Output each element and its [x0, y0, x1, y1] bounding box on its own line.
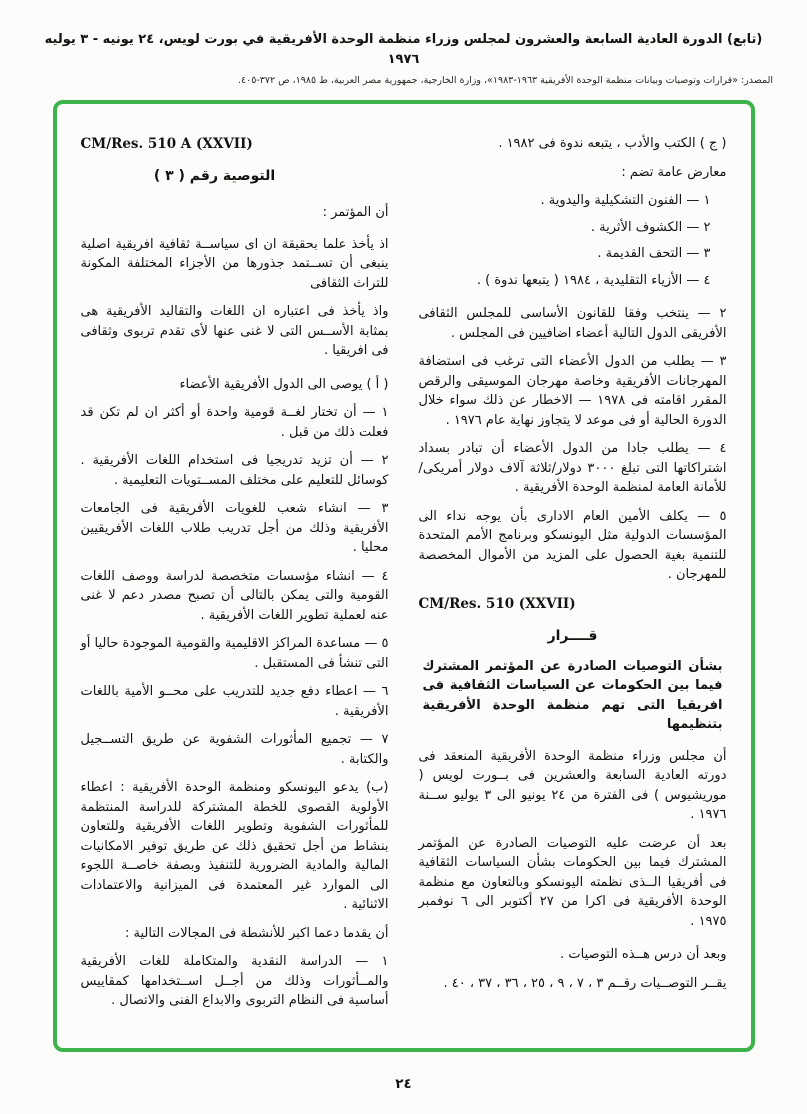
recommendation-item: ٥ — مساعدة المراكز الاقليمية والقومية الموجودة حاليا أو التى تنشأ فى المستقبل .: [80, 636, 389, 671]
resolution-title: قــــرار: [547, 627, 598, 644]
page-number: ٢٤: [395, 1076, 412, 1092]
header-title: (تابع) الدورة العادية السابعة والعشرون لمجلس وزراء منظمة الوحدة الأفريقية في بورت لويس، ٢٤ يونيه - ٣ يوليه ١٩٧٦: [44, 32, 763, 67]
clause-item: ٥ — يكلف الأمين العام الادارى بأن يوجه نداء الى المؤسسات الدولية مثل اليونسكو وبرنامج الأمم المتحدة للتنمية بغية الحصول على المزيد من الأموال المخصصة للمهرجان .: [418, 508, 727, 582]
recommendation-item: ٧ — تجميع المأثورات الشفوية عن طريق التســجيل والكتابة .: [80, 732, 389, 767]
resolution-subject: بشأن التوصيات الصادرة عن المؤتمر المشترك فيما بين الحكومات عن السياسات الثقافية فى افريقيا التى تهم منظمة الوحدة الأفريقية بتنظيمها: [422, 658, 723, 733]
page-header: [0, 0, 807, 86]
exhibit-list-item: ٤ — الأزياء التقليدية ، ١٩٨٤ ( يتبعها ندوة ) .: [476, 272, 711, 288]
resolution-body-paragraph: يقــر التوصــيات رقــم ٣ ، ٧ ، ٩ ، ٢٥ ، ٣٦ ، ٣٧ ، ٤٠ .: [443, 975, 727, 991]
content-frame: [53, 100, 755, 1052]
recommendation-item: ٢ — أن تزيد تدريجيا فى استخدام اللغات الأفريقية . كوسائل للتعليم على مختلف المســتويات التعليمية .: [80, 453, 389, 488]
paragraph-item-j: ( ج ) الكتب والأدب ، يتبعه ندوة فى ١٩٨٢ .: [498, 136, 727, 151]
exhibit-list-item: ١ — الفنون التشكيلية واليدوية .: [540, 193, 711, 208]
clause-item: ٤ — يطلب جادا من الدول الأعضاء أن تبادر بسداد اشتراكاتها التى تبلغ ٣٠٠٠ دولار/ثلاثة آلاف دولار أمريكى/للأمانة العامة لمنظمة الوحدة الأفريقية .: [418, 441, 727, 495]
exhibit-list-item: ٢ — الكشوف الأثرية .: [590, 219, 711, 235]
section-a-heading: ( أ ) يوصى الى الدول الأفريقية الأعضاء: [179, 376, 389, 392]
recommendation-title: التوصية رقم ( ٣ ): [153, 168, 276, 185]
resolution-body-paragraph: بعد أن عرضت عليه التوصيات الصادرة عن المؤتمر المشترك فيما بين الحكومات بشأن السياسات الثقافية فى أفريقيا الــذى نظمته اليونسكو وبالتعاون مع منظمة الوحدة الأفريقية فى اكرا من ٢٧ أكتوبر الى ٦ نوفمبر ١٩٧٥ .: [418, 835, 727, 929]
recommendation-item: ٣ — انشاء شعب للغويات الأفريقية فى الجامعات الأفريقية وذلك من أجل تدريب طلاب اللغات الأفريقيين محليا .: [80, 501, 389, 556]
exhibit-list-item: ٣ — التحف القديمة .: [597, 246, 711, 261]
resolution-body-paragraph: وبعد أن درس هــذه التوصيات .: [560, 947, 727, 963]
header-source-line: المصدر: «قرارات وتوصيات وبيانات منظمة الوحدة الأفريقية ١٩٦٣-١٩٨٣»، وزارة الخارجية، جمهورية مصر العربية، ط ١٩٨٥، ص ٣٧٢-٤٠٥.: [237, 75, 773, 86]
preamble-paragraph: اذ يأخذ علما بحقيقة ان اى سياســة ثقافية افريقية اصلية ينبغى أن تســتمد جذورها من الأجزاء المختلفة المكونة للتراث الثقافى: [80, 236, 389, 291]
preamble-paragraph: واذ يأخذ فى اعتباره ان اللغات والتقاليد الأفريقية هى بمثابة الأســس التى لا غنى عنها لأى تقدم تربوى وثقافى فى افريقيا .: [80, 304, 389, 359]
paragraph-intro: أن المؤتمر :: [322, 205, 389, 221]
recommendation-item: ٦ — اعطاء دفع جديد للتدريب على محــو الأمية باللغات الأفريقية .: [80, 684, 389, 719]
paragraph-exhibitions-intro: معارض عامة تضم :: [621, 164, 727, 180]
doc-ref-510: CM/Res. 510 (XXVII): [418, 595, 576, 612]
column-left: [81, 134, 389, 1030]
resolution-body-paragraph: أن مجلس وزراء منظمة الوحدة الأفريقية المنعقد فى دورته العادية السابعة والعشرين فى بــورت لويس ( موريشيوس ) فى الفترة من ٢٤ يونيو الى ٣ يوليو ســنة ١٩٧٦ .: [418, 748, 727, 823]
doc-ref-510a: CM/Res. 510 A (XXVII): [80, 136, 253, 152]
clause-item: ٢ — ينتخب وفقا للقانون الأساسى للمجلس الثقافى الأفريقى الدول التالية أعضاء اضافيين فى المجلس .: [418, 306, 727, 341]
section-b-paragraph: (ب) يدعو اليونسكو ومنظمة الوحدة الأفريقية : اعطاء الأولوية القصوى للخطة المشتركة للدراسة المنتظمة للمأثورات الشفوية وتطوير اللغات الأفريقية وللتعاون بنشاط من أجل تحقيق ذلك عن طريق توفير الامكانيات المالية والمادية الضرورية للتنفيذ وبصفة خاصــة اللجوء الى الموارد غير المعتمدة فى الميزانية والاعتمادات الاثنائية .: [80, 780, 389, 913]
column-right: [419, 134, 727, 1030]
field-item: ١ — الدراسة النقدية والمتكاملة للغات الأفريقية والمــأثورات وذلك من أجــل اســتخدامها كمقاييس أساسية فى النظام التربوى والابداع الفنى والاتصال .: [80, 954, 389, 1009]
clause-item: ٣ — يطلب من الدول الأعضاء التى ترغب فى استضافة المهرجانات الأفريقية وخاصة مهرجان الموسيقى والرقص المقرر اقامته فى ١٩٧٨ — الاخطار عن ذلك سواء خلال الدورة الحالية أو فى موعد لا يتجاوز نهاية عام ١٩٧٦ .: [418, 354, 727, 428]
recommendation-item: ١ — أن تختار لغــة قومية واحدة أو أكثر ان لم تكن قد فعلت ذلك من قبل .: [80, 405, 389, 440]
closing-line: أن يقدما دعما اكبر للأنشطة فى المجالات التالية :: [125, 925, 389, 941]
recommendation-item: ٤ — انشاء مؤسسات متخصصة لدراسة ووصف اللغات القومية والتى يمكن بالتالى أن تصبح مصدر دعم لا غنى عنه لعملية تطوير اللغات الأفريقية .: [80, 568, 389, 623]
two-column-layout: [81, 134, 727, 1030]
